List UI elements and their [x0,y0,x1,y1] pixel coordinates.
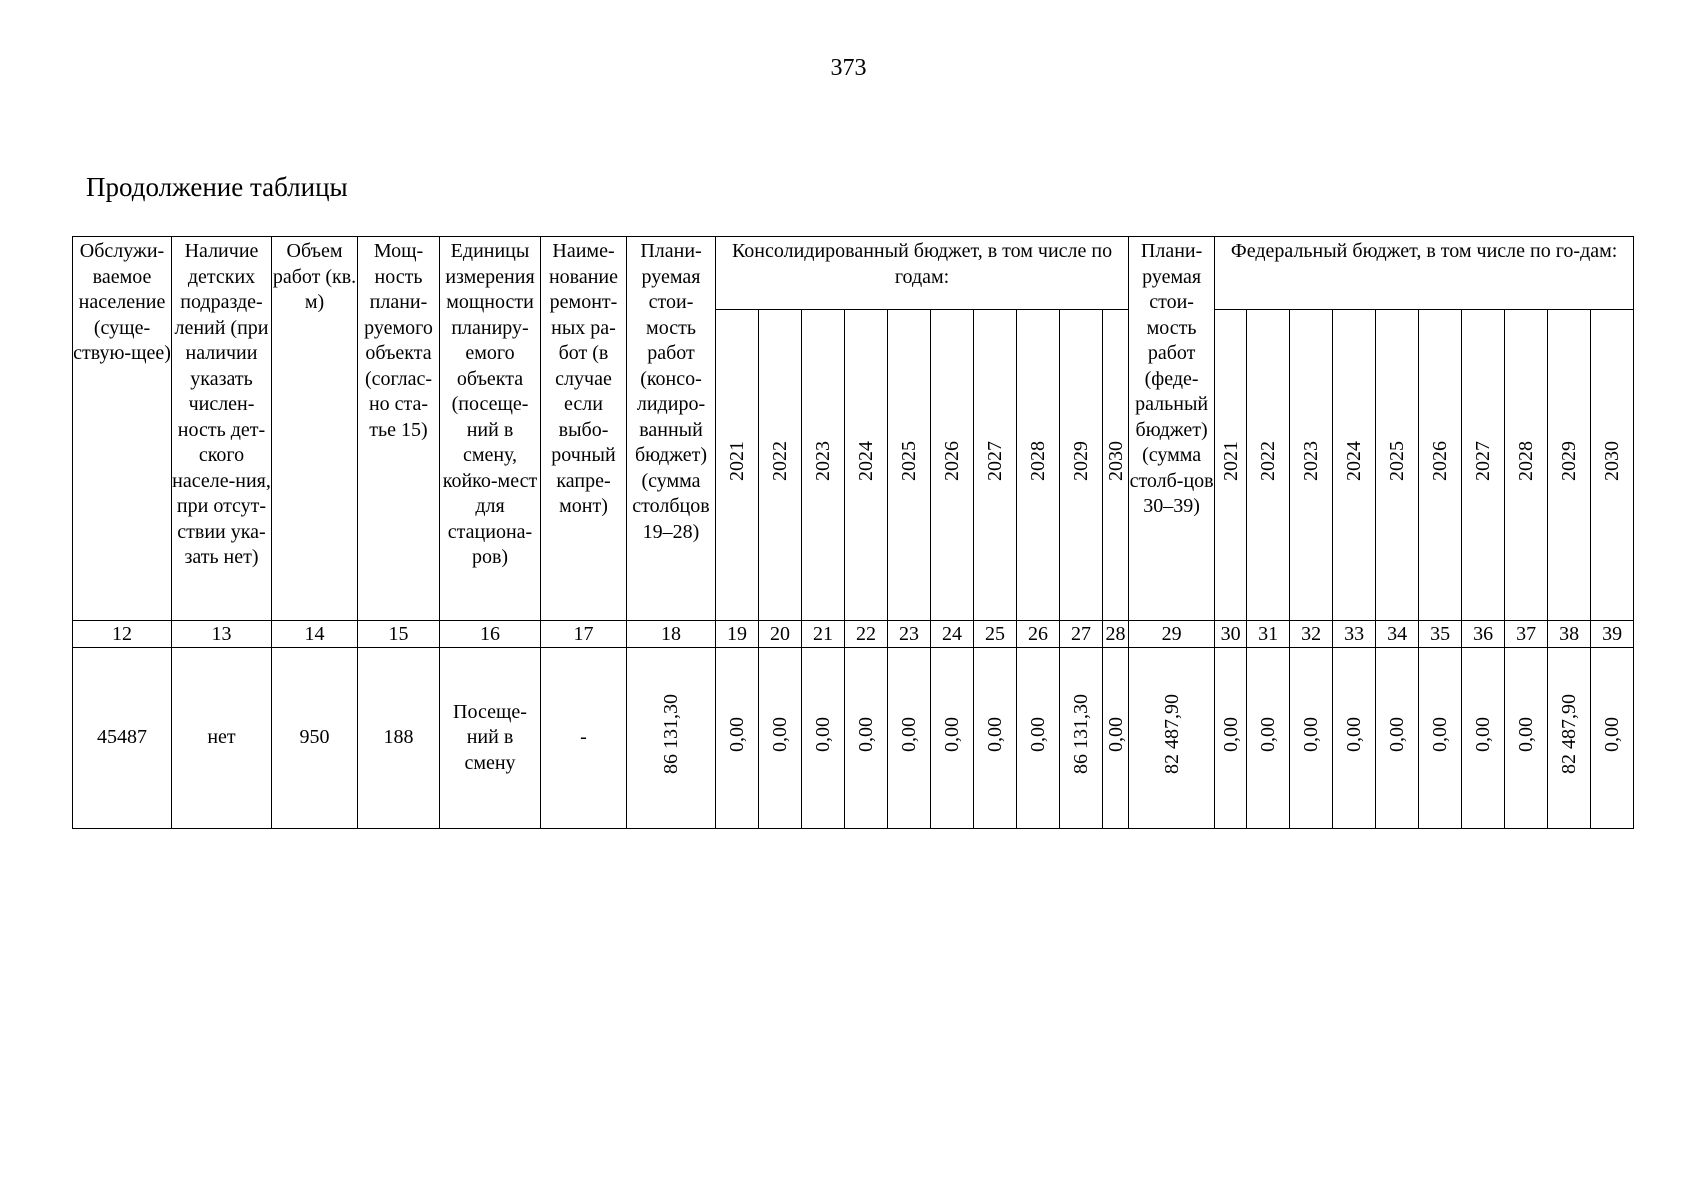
cell-federal-value: 0,00 [1343,716,1366,752]
cell-consolidated-value: 0,00 [1027,716,1049,752]
cell-children: нет [172,648,272,829]
column-number: 28 [1103,621,1129,648]
federal-year: 2027 [1472,441,1495,482]
table-row [73,648,1634,829]
header-planned-consolidated: Плани-руемая стои-мость работ (консо-лидиро-ванный бюджет) (сумма столбцов 19–28) [627,237,716,621]
cell-population: 45487 [73,648,172,829]
federal-year: 2025 [1386,441,1409,482]
cell-volume: 950 [272,648,358,829]
header-federal-group: Федеральный бюджет, в том числе по го-дам: [1215,237,1634,310]
column-number: 31 [1247,621,1290,648]
consolidated-year: 2030 [1104,441,1127,482]
cell-federal-value: 0,00 [1257,716,1280,752]
federal-year: 2024 [1343,441,1366,482]
column-number: 19 [716,621,759,648]
cell-federal-value: 0,00 [1429,716,1452,752]
consolidated-year: 2026 [941,441,963,482]
column-number: 23 [888,621,931,648]
column-number: 34 [1376,621,1419,648]
cell-federal-value: 0,00 [1386,716,1409,752]
federal-year: 2026 [1429,441,1452,482]
column-number: 37 [1505,621,1548,648]
column-number: 39 [1591,621,1634,648]
header-volume: Объем работ (кв. м) [272,237,358,621]
cell-consolidated-value: 86 131,30 [1070,694,1092,775]
consolidated-year: 2021 [726,441,748,482]
consolidated-year: 2029 [1070,441,1092,482]
cell-consolidated-value: 0,00 [898,716,920,752]
column-number: 27 [1060,621,1103,648]
column-number: 32 [1290,621,1333,648]
federal-year: 2023 [1300,441,1323,482]
column-number: 18 [627,621,716,648]
consolidated-year: 2028 [1027,441,1049,482]
column-number: 22 [845,621,888,648]
cell-repair: - [541,648,627,829]
header-unit: Единицы измерения мощности планиру-емого объекта (посеще-ний в смену, койко-мест для стациона-ров) [440,237,541,621]
consolidated-year: 2022 [769,441,791,482]
consolidated-year: 2027 [984,441,1006,482]
cell-planned-consolidated: 86 131,30 [660,694,682,775]
cell-consolidated-value: 0,00 [1104,716,1127,752]
column-number: 35 [1419,621,1462,648]
cell-federal-value: 0,00 [1472,716,1495,752]
cell-federal-value: 0,00 [1300,716,1323,752]
column-number: 12 [73,621,172,648]
federal-year: 2028 [1515,441,1538,482]
column-number: 14 [272,621,358,648]
column-number: 25 [974,621,1017,648]
consolidated-year: 2023 [812,441,834,482]
cell-consolidated-value: 0,00 [941,716,963,752]
cell-consolidated-value: 0,00 [855,716,877,752]
cell-planned-federal: 82 487,90 [1160,694,1183,775]
federal-year: 2030 [1601,441,1624,482]
consolidated-year: 2025 [898,441,920,482]
column-number: 29 [1129,621,1215,648]
column-number: 17 [541,621,627,648]
header-children: Наличие детских подразде-лений (при наличии указать числен-ность дет-ского населе-ния, при отсут-ствии ука-зать нет) [172,237,272,621]
column-number: 20 [759,621,802,648]
cell-consolidated-value: 0,00 [769,716,791,752]
cell-federal-value: 82 487,90 [1558,694,1581,775]
cell-capacity: 188 [358,648,440,829]
column-number: 30 [1215,621,1247,648]
federal-year: 2021 [1219,441,1242,482]
header-capacity: Мощ-ность плани-руемого объекта (соглас-но ста-тье 15) [358,237,440,621]
cell-unit: Посеще-ний в смену [440,648,541,829]
column-number: 26 [1017,621,1060,648]
column-number: 21 [802,621,845,648]
header-consolidated-group: Консолидированный бюджет, в том числе по годам: [716,237,1129,310]
column-number: 16 [440,621,541,648]
column-number: 24 [931,621,974,648]
column-number: 13 [172,621,272,648]
cell-consolidated-value: 0,00 [984,716,1006,752]
header-repair: Наиме-нование ремонт-ных ра-бот (в случае если выбо-рочный капре-монт) [541,237,627,621]
cell-consolidated-value: 0,00 [726,716,748,752]
header-population: Обслужи-ваемое население (суще-ствую-щее) [73,237,172,621]
cell-federal-value: 0,00 [1219,716,1242,752]
budget-table [72,236,1634,829]
cell-federal-value: 0,00 [1515,716,1538,752]
column-number: 36 [1462,621,1505,648]
column-number: 15 [358,621,440,648]
header-row [73,237,1634,310]
table-caption: Продолжение таблицы [86,172,348,202]
column-number: 38 [1548,621,1591,648]
cell-consolidated-value: 0,00 [812,716,834,752]
consolidated-year: 2024 [855,441,877,482]
federal-year: 2022 [1257,441,1280,482]
page-number: 373 [830,55,867,81]
cell-federal-value: 0,00 [1601,716,1624,752]
column-number: 33 [1333,621,1376,648]
federal-year: 2029 [1558,441,1581,482]
column-number-row [73,621,1634,648]
header-planned-federal: Плани-руемая стои-мость работ (феде-ральный бюджет) (сумма столб-цов 30–39) [1129,237,1215,621]
